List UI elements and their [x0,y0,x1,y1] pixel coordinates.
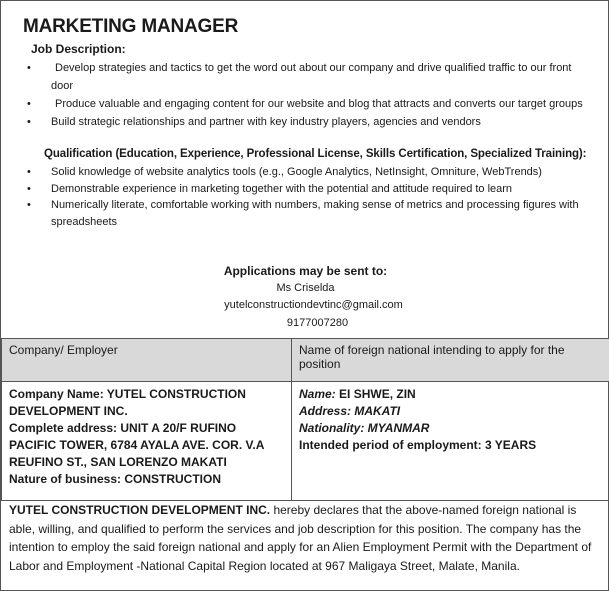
declaration-paragraph [9,501,605,575]
declaration-text: hereby declares that the above-named foreign national is able, willing, and qualified to perform the services and job description for this position. The company has the intention to employ the said foreign national and apply for an Alien Employment Permit with the Department of Labor and Employment -National Capital Region located at 967 Maligaya Street, Malate, Manila. [9,503,592,573]
national-address: Address: MAKATI [299,404,401,418]
qualification-list [23,164,583,230]
contact-name: Ms Criselda [276,282,335,294]
list-item [23,181,583,198]
table-header-row [2,339,609,382]
company-address: Complete address: UNIT A 20/F RUFINO PACIFIC TOWER, 6784 AYALA AVE. COR. V.A REUFINO ST., SAN LORENZO MAKATI [9,421,264,469]
name-value: EI SHWE, ZIN [335,387,416,401]
declaration-company: YUTEL CONSTRUCTION DEVELOPMENT INC. [9,503,271,517]
list-item [23,197,583,230]
list-item-text: Demonstrable experience in marketing together with the potential and attitude required to learn [51,182,513,195]
national-name [299,386,602,403]
list-item [23,59,593,95]
table-row [2,382,609,501]
list-item-text: Numerically literate, comfortable working with numbers, making sense of metrics and processing figures with spreadsheets [51,199,579,228]
header-employer: Company/ Employer [2,339,292,382]
foreign-national-cell [292,382,609,501]
job-description-label: Job Description: [31,42,126,56]
list-item-text: Develop strategies and tactics to get the word out about our company and drive qualified traffic to our front door [51,62,572,92]
job-title: MARKETING MANAGER [23,16,239,37]
job-description-list [23,59,593,131]
employer-cell [2,382,292,501]
contact-phone: 9177007280 [286,317,349,329]
qualification-label: Qualification (Education, Experience, Professional License, Skills Certification, Specialized Training): [44,148,587,160]
header-foreign-national: Name of foreign national intending to apply for the position [292,339,609,382]
list-item-text: Produce valuable and engaging content for our website and blog that attracts and converts our target groups [55,98,583,110]
employment-period: Intended period of employment: 3 YEARS [299,438,537,452]
applications-heading: Applications may be sent to: [223,264,388,278]
company-nature: Nature of business: CONSTRUCTION [9,472,222,486]
list-item-text: Build strategic relationships and partner with key industry players, agencies and vendors [51,116,481,128]
list-item [23,113,593,131]
list-item [23,95,593,113]
employer-table [1,338,609,501]
list-item [23,164,583,181]
company-name: Company Name: YUTEL CONSTRUCTION DEVELOPMENT INC. [9,387,246,418]
name-label: Name: [299,387,336,401]
national-nationality: Nationality: MYANMAR [299,421,430,435]
contact-email: yutelconstructiondevtinc@gmail.com [224,299,403,311]
list-item-text: Solid knowledge of website analytics tools (e.g., Google Analytics, NetInsight, Omniture, WebTrends) [51,166,542,178]
